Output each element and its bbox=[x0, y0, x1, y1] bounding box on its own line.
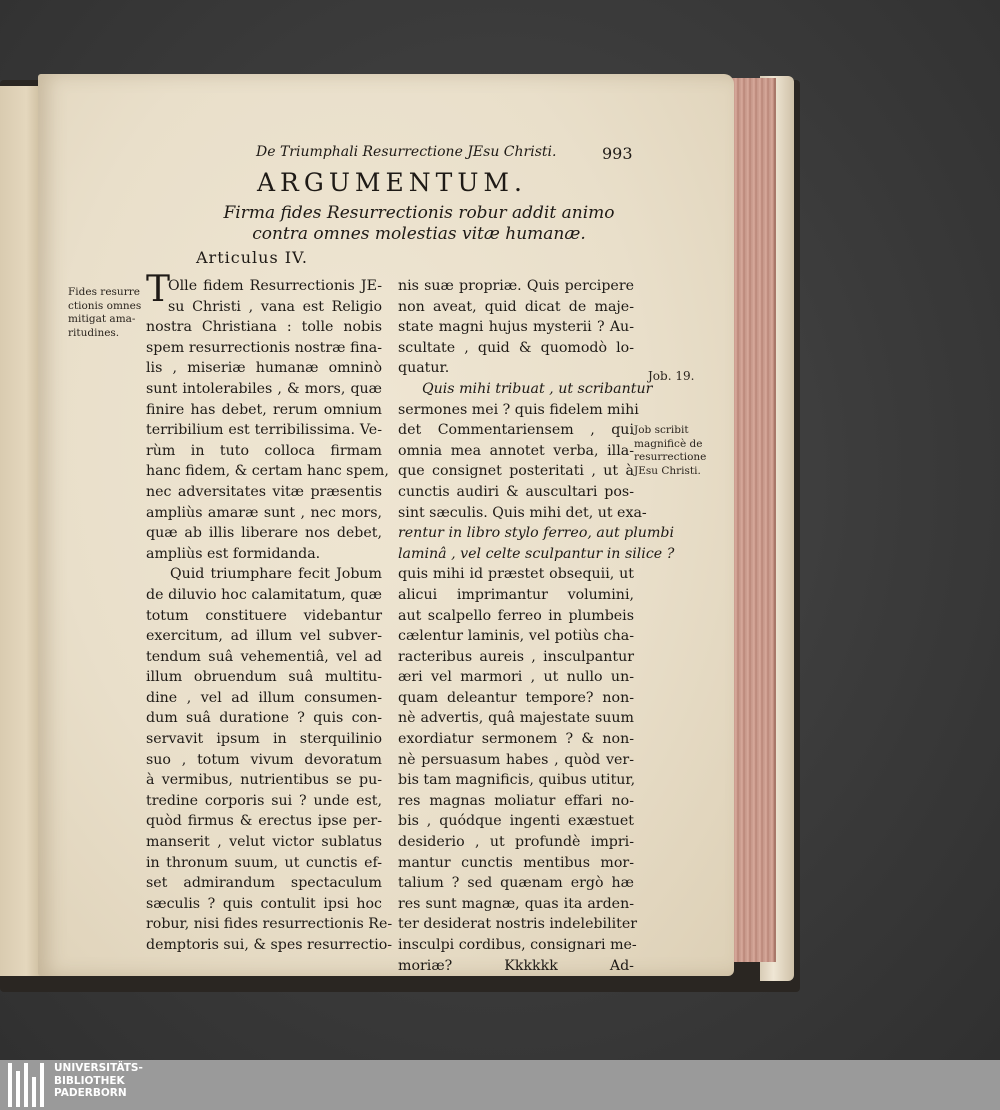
text-line: Olle fidem Resurrectionis JE- bbox=[168, 278, 382, 294]
margin-note-fides bbox=[68, 286, 141, 340]
text-line: nis suæ propriæ. Quis percipere bbox=[398, 278, 634, 294]
text-line: alicui imprimantur volumini, bbox=[398, 586, 634, 603]
text-line: lis , miseriæ humanæ omninò bbox=[146, 360, 382, 377]
text-line: mantur cunctis mentibus mor- bbox=[398, 854, 634, 871]
text-column-left bbox=[146, 276, 393, 956]
page-number: 993 bbox=[602, 144, 633, 163]
text-line: det Commentariensem , qui bbox=[398, 422, 634, 439]
margin-note-line: JEsu Christi. bbox=[634, 464, 701, 477]
text-line: sermones mei ? quis fidelem mihi bbox=[398, 401, 639, 418]
text-line: in thronum suum, ut cunctis ef- bbox=[146, 854, 382, 871]
text-line: racteribus aureis , insculpantur bbox=[398, 648, 634, 665]
text-line: nostra Christiana : tolle nobis bbox=[146, 319, 382, 336]
text-line: exordiatur sermonem ? & non- bbox=[398, 731, 634, 748]
text-line: sunt intolerabiles , & mors, quæ bbox=[146, 380, 382, 397]
text-line: exercitum, ad illum vel subver- bbox=[146, 628, 382, 645]
text-line: bis , quódque ingenti exæstuet bbox=[398, 813, 634, 830]
text-line: tredine corporis sui ? unde est, bbox=[146, 792, 382, 809]
text-line: insculpi cordibus, consignari me- bbox=[398, 937, 637, 953]
text-line: set admirandum spectaculum bbox=[146, 875, 382, 892]
text-line: non aveat, quid dicat de maje- bbox=[398, 298, 634, 315]
text-line: æri vel marmori , ut nullo un- bbox=[398, 669, 634, 686]
text-line: talium ? sed quænam ergò hæ bbox=[398, 875, 634, 892]
footer-bar bbox=[0, 1060, 1000, 1110]
text-line: su Christi , vana est Religio bbox=[168, 298, 382, 315]
text-line: ampliùs amaræ sunt , nec mors, bbox=[146, 504, 382, 521]
text-line: sæculis ? quis contulit ipsi hoc bbox=[146, 895, 382, 912]
margin-note-job19: Job. 19. bbox=[648, 369, 695, 383]
library-logo-text bbox=[54, 1062, 143, 1100]
text-line: quam deleantur tempore? non- bbox=[398, 689, 634, 706]
page-title: ARGUMENTUM. bbox=[257, 168, 527, 197]
margin-note-line: magnificè de bbox=[634, 437, 703, 450]
margin-note-line: Fides resurre bbox=[68, 286, 140, 298]
running-head: De Triumphali Resurrectione JEsu Christi. bbox=[256, 144, 557, 160]
drop-cap: T bbox=[146, 269, 171, 310]
text-line: res magnas moliatur effari no- bbox=[398, 792, 634, 809]
text-line: nè persuasum habes , quòd ver- bbox=[398, 751, 634, 768]
text-line: quis mihi id præstet obsequii, ut bbox=[398, 566, 634, 583]
text-line: Quis mihi tribuat , ut scribantur bbox=[422, 380, 653, 397]
signature-mark: Kkkkkk bbox=[504, 957, 558, 974]
text-line: robur, nisi fides resurrectionis Re- bbox=[146, 916, 393, 933]
text-line: ampliùs est formidanda. bbox=[146, 545, 321, 562]
text-line: cælentur laminis, vel potiùs cha- bbox=[398, 628, 634, 645]
text-line: que consignet posteritati , ut à bbox=[398, 463, 634, 480]
text-line: omnia mea annotet verba, illa- bbox=[398, 442, 634, 459]
margin-note-line: ctionis omnes bbox=[68, 299, 142, 312]
subtitle: Firma fides Resurrectionis robur addit animo contra omnes molestias vitæ humanæ. bbox=[223, 203, 615, 244]
catchword: Ad- bbox=[609, 957, 634, 974]
text-line: bis tam magnificis, quibus utitur, bbox=[398, 772, 636, 789]
text-line: dum suâ duratione ? quis con- bbox=[146, 710, 382, 727]
text-line: quòd firmus & erectus ipse per- bbox=[146, 813, 382, 830]
text-line: cunctis audiri & auscultari pos- bbox=[398, 483, 634, 500]
text-line: scultate , quid & quomodò lo- bbox=[398, 339, 634, 356]
text-line: nè advertis, quâ majestate suum bbox=[398, 710, 634, 727]
text-line: state magni hujus mysterii ? Au- bbox=[398, 319, 634, 336]
text-line: rùm in tuto colloca firmam bbox=[146, 442, 382, 459]
margin-note-line: ritudines. bbox=[68, 326, 120, 339]
text-line: res sunt magnæ, quas ita arden- bbox=[398, 895, 634, 912]
text-line: suo , totum vivum devoratum bbox=[146, 751, 382, 768]
margin-note-line: Job scribit bbox=[634, 424, 689, 436]
text-line: de diluvio hoc calamitatum, quæ bbox=[146, 586, 382, 603]
text-line: spem resurrectionis nostræ fina- bbox=[146, 339, 382, 356]
text-line: quatur. bbox=[398, 360, 450, 377]
text-line: terribilium est terribilissima. Ve- bbox=[146, 422, 382, 439]
text-line: totum constituere videbantur bbox=[146, 607, 382, 624]
text-line: moriæ? bbox=[398, 957, 453, 974]
catchword-line bbox=[398, 956, 634, 977]
margin-note-job-scribit bbox=[634, 424, 706, 478]
section-heading: Articulus IV. bbox=[196, 248, 308, 267]
text-line: illum obruendum suâ multitu- bbox=[146, 669, 382, 686]
text-line: à vermibus, nutrientibus se pu- bbox=[146, 772, 382, 789]
text-line: finire has debet, rerum omnium bbox=[146, 401, 382, 418]
logo-line: BIBLIOTHEK bbox=[54, 1074, 125, 1087]
text-line: hanc fidem, & certam hanc spem, bbox=[146, 463, 389, 480]
text-line: ter desiderat nostris indelebiliter bbox=[398, 916, 638, 933]
text-line: quæ ab illis liberare nos debet, bbox=[146, 525, 382, 542]
text-line: Quid triumphare fecit Jobum bbox=[170, 566, 382, 583]
text-line: manserit , velut victor sublatus bbox=[146, 834, 382, 851]
text-line: aut scalpello ferreo in plumbeis bbox=[398, 607, 634, 624]
text-line: servavit ipsum in sterquilinio bbox=[146, 731, 382, 748]
text-line: desiderio , ut profundè impri- bbox=[398, 834, 634, 851]
text-line: dine , vel ad illum consumen- bbox=[146, 689, 382, 706]
logo-line: PADERBORN bbox=[54, 1087, 127, 1099]
margin-note-line: mitigat ama- bbox=[68, 313, 136, 325]
text-line: nec adversitates vitæ præsentis bbox=[146, 483, 382, 500]
text-line: rentur in libro stylo ferreo, aut plumbi bbox=[398, 525, 675, 542]
library-logo-icon bbox=[8, 1063, 48, 1107]
margin-note-line: resurrectione bbox=[634, 451, 707, 463]
text-line: tendum suâ vehementiâ, vel ad bbox=[146, 648, 382, 665]
text-line: laminâ , vel celte sculpantur in silice ? bbox=[398, 545, 675, 562]
text-line: demptoris sui, & spes resurrectio- bbox=[146, 937, 393, 953]
logo-line: UNIVERSITÄTS- bbox=[54, 1062, 143, 1074]
text-line: sint sæculis. Quis mihi det, ut exa- bbox=[398, 504, 647, 521]
